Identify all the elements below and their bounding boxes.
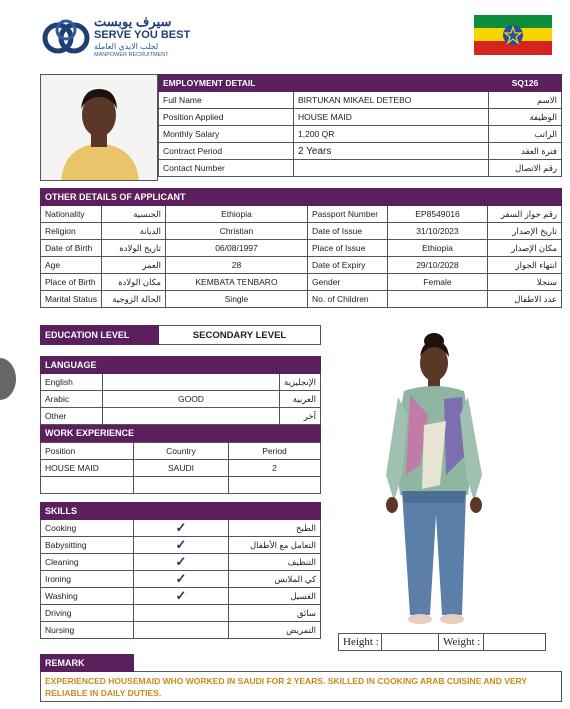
detail-arabic: الحالة الزوجية: [101, 291, 165, 308]
detail-label: Gender: [307, 274, 387, 291]
weight-label: Weight :: [443, 636, 481, 648]
check-icon: ✓: [134, 520, 229, 537]
skill-arabic: الغسيل: [229, 588, 321, 605]
employment-row: [159, 109, 562, 126]
measurements-bar: [338, 633, 546, 651]
language-row: [41, 391, 321, 408]
logo-sub-english: MANPOWER RECRUITMENT: [94, 52, 169, 58]
check-icon: ✓: [134, 554, 229, 571]
language-row: [41, 408, 321, 425]
language-arabic: آخر: [279, 408, 320, 425]
check-icon: [134, 622, 229, 639]
detail-arabic: العمر: [101, 257, 165, 274]
reference-code: SQ126: [489, 75, 562, 92]
work-cell: [134, 477, 229, 494]
detail-label: Marital Status: [41, 291, 102, 308]
skill-label: Nursing: [41, 622, 134, 639]
details-row: [41, 240, 562, 257]
remark-section: [40, 654, 562, 702]
work-row: [41, 477, 321, 494]
employment-detail-table: [158, 74, 562, 177]
skills-title: SKILLS: [41, 503, 321, 520]
education-level-box: [40, 325, 321, 345]
height-label: Height :: [343, 636, 379, 648]
language-label: Other: [41, 408, 103, 425]
detail-label: Nationality: [41, 206, 102, 223]
language-label: English: [41, 374, 103, 391]
skill-row: [41, 537, 321, 554]
detail-value: 06/08/1997: [165, 240, 307, 257]
work-cell: [229, 477, 321, 494]
language-arabic: الإنجليزية: [279, 374, 320, 391]
skill-arabic: التمريض: [229, 622, 321, 639]
detail-label: Passport Number: [307, 206, 387, 223]
language-table: [40, 356, 321, 502]
detail-label: Place of Issue: [307, 240, 387, 257]
field-value: HOUSE MAID: [294, 109, 489, 126]
employment-row: [159, 92, 562, 109]
spacer: [41, 494, 321, 502]
detail-value: [387, 291, 487, 308]
skill-label: Driving: [41, 605, 134, 622]
logo-arabic-text: سيرف يوبست: [94, 14, 172, 29]
skill-row: [41, 605, 321, 622]
detail-value: Christian: [165, 223, 307, 240]
work-cell: SAUDI: [134, 460, 229, 477]
detail-arabic: الجنسية: [101, 206, 165, 223]
field-label: Contract Period: [159, 143, 294, 160]
ethiopia-flag-icon: [474, 15, 552, 55]
detail-value: 31/10/2023: [387, 223, 487, 240]
detail-label: Religion: [41, 223, 102, 240]
detail-label: Date of Expiry: [307, 257, 387, 274]
education-value: SECONDARY LEVEL: [159, 326, 321, 345]
employment-row: [159, 143, 562, 160]
detail-arabic: انتهاء الجواز: [487, 257, 561, 274]
details-row: [41, 206, 562, 223]
field-value: [294, 160, 489, 177]
applicant-full-body-photo: [336, 325, 562, 631]
employment-row: [159, 160, 562, 177]
logo-emblem-icon: [42, 18, 92, 58]
company-logo: [42, 14, 222, 64]
detail-value: Female: [387, 274, 487, 291]
field-value: 1,200 QR: [294, 126, 489, 143]
field-arabic: فترة العقد: [489, 143, 562, 160]
details-row: [41, 274, 562, 291]
detail-label: Age: [41, 257, 102, 274]
field-label: Contact Number: [159, 160, 294, 177]
skill-label: Cooking: [41, 520, 134, 537]
remark-title: REMARK: [41, 655, 134, 672]
field-label: Position Applied: [159, 109, 294, 126]
skill-label: Cleaning: [41, 554, 134, 571]
skill-arabic: التعامل مع الأطفال: [229, 537, 321, 554]
check-icon: ✓: [134, 571, 229, 588]
weight-value: [483, 634, 545, 650]
detail-value: Single: [165, 291, 307, 308]
language-arabic: العربية: [279, 391, 320, 408]
detail-arabic: تاريخ الولادة: [101, 240, 165, 257]
skill-row: [41, 588, 321, 605]
other-details-table: [40, 188, 562, 308]
detail-arabic: مكان الولادة: [101, 274, 165, 291]
detail-arabic: عدد الاطفال: [487, 291, 561, 308]
field-label: Monthly Salary: [159, 126, 294, 143]
work-row: [41, 460, 321, 477]
check-icon: ✓: [134, 537, 229, 554]
detail-value: EP8549016: [387, 206, 487, 223]
language-level: [103, 408, 280, 425]
field-arabic: الاسم: [489, 92, 562, 109]
field-arabic: الراتب: [489, 126, 562, 143]
detail-label: Date of Birth: [41, 240, 102, 257]
language-title: LANGUAGE: [41, 357, 321, 374]
skill-arabic: كي الملابس: [229, 571, 321, 588]
field-arabic: رقم الاتصال: [489, 160, 562, 177]
work-experience-title: WORK EXPERIENCE: [41, 425, 321, 442]
language-level: [103, 374, 280, 391]
detail-value: Ethiopia: [165, 206, 307, 223]
height-value: [381, 634, 439, 650]
skill-row: [41, 554, 321, 571]
detail-arabic: سنجلا: [487, 274, 561, 291]
logo-english-text: SERVE YOU BEST: [94, 29, 191, 41]
work-header: Period: [229, 443, 321, 460]
remark-blank: [134, 655, 562, 672]
detail-label: No. of Children: [307, 291, 387, 308]
detail-arabic: الديانة: [101, 223, 165, 240]
skill-label: Ironing: [41, 571, 134, 588]
education-label: EDUCATION LEVEL: [41, 326, 159, 345]
details-row: [41, 223, 562, 240]
skill-label: Babysitting: [41, 537, 134, 554]
field-arabic: الوظيفة: [489, 109, 562, 126]
detail-arabic: تاريخ الإصدار: [487, 223, 561, 240]
skill-row: [41, 622, 321, 639]
logo-sub-arabic: لجلب الايدي العاملة: [94, 42, 159, 51]
work-header-row: [41, 443, 321, 460]
detail-value: KEMBATA TENBARO: [165, 274, 307, 291]
applicant-portrait-photo: [40, 74, 158, 181]
language-row: [41, 374, 321, 391]
language-level: GOOD: [103, 391, 280, 408]
field-value: BIRTUKAN MIKAEL DETEBO: [294, 92, 489, 109]
detail-arabic: رقم جواز السفر: [487, 206, 561, 223]
field-label: Full Name: [159, 92, 294, 109]
detail-label: Place of Birth: [41, 274, 102, 291]
field-value: 2 Years: [294, 143, 489, 160]
other-details-title: OTHER DETAILS OF APPLICANT: [41, 189, 562, 206]
side-scroll-handle[interactable]: [0, 358, 16, 400]
work-cell: [41, 477, 134, 494]
detail-arabic: مكان الإصدار: [487, 240, 561, 257]
skills-table: [40, 502, 321, 639]
detail-label: Date of Issue: [307, 223, 387, 240]
details-row: [41, 291, 562, 308]
check-icon: ✓: [134, 588, 229, 605]
check-icon: [134, 605, 229, 622]
employment-detail-title: EMPLOYMENT DETAIL: [159, 75, 489, 92]
work-header: Position: [41, 443, 134, 460]
skill-arabic: التنظيف: [229, 554, 321, 571]
skill-label: Washing: [41, 588, 134, 605]
remark-text: EXPERIENCED HOUSEMAID WHO WORKED IN SAUDI FOR 2 YEARS. SKILLED IN COOKING ARAB CUISINE AND VERY RELIABLE IN DAILY DUTIES.: [41, 672, 562, 702]
skill-arabic: الطبخ: [229, 520, 321, 537]
employment-row: [159, 126, 562, 143]
detail-value: Ethiopia: [387, 240, 487, 257]
work-cell: HOUSE MAID: [41, 460, 134, 477]
details-row: [41, 257, 562, 274]
work-cell: 2: [229, 460, 321, 477]
skill-arabic: سائق: [229, 605, 321, 622]
work-header: Country: [134, 443, 229, 460]
detail-value: 29/10/2028: [387, 257, 487, 274]
language-label: Arabic: [41, 391, 103, 408]
skill-row: [41, 571, 321, 588]
detail-value: 28: [165, 257, 307, 274]
skill-row: [41, 520, 321, 537]
